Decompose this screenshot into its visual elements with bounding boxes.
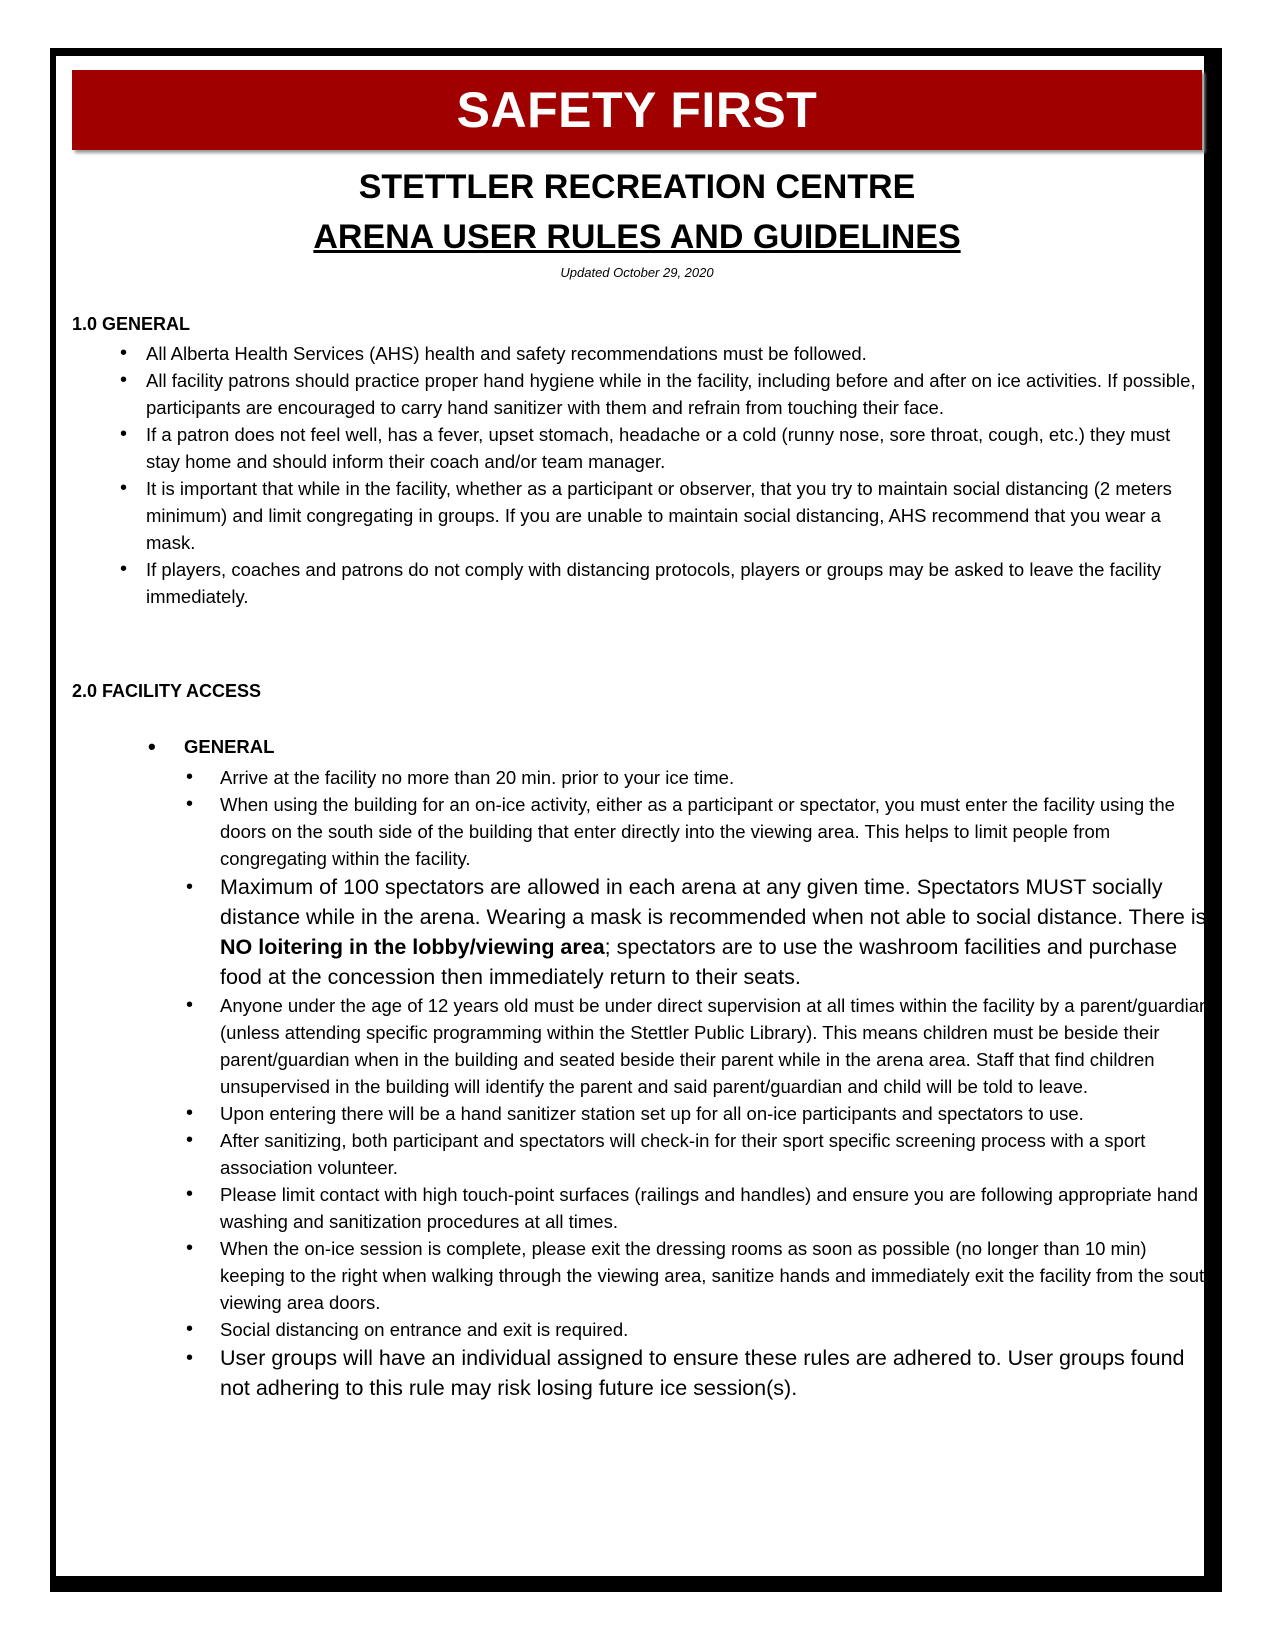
section-2-list xyxy=(186,764,1216,1403)
list-item: • Arrive at the facility no more than 20 min. prior to your ice time. xyxy=(186,764,1216,791)
list-item: • When the on-ice session is complete, please exit the dressing rooms as soon as possible (no longer than 10 min) keeping to the right when walking through the viewing area, sanitize hands and immediately exit the facility from the south viewing area doors. xyxy=(186,1235,1216,1316)
list-item: • It is important that while in the facility, whether as a participant or observer, that you try to maintain social distancing (2 meters minimum) and limit congregating in groups. If you are unable to maintain social distancing, AHS recommend that you wear a mask. xyxy=(120,475,1200,556)
updated-date: Updated October 29, 2020 xyxy=(560,265,714,280)
list-item: • Please limit contact with high touch-point surfaces (railings and handles) and ensure you are following appropriate hand washing and sanitization procedures at all times. xyxy=(186,1181,1216,1235)
spectator-rule-text-end: ; spectators are to use the washroom facilities and purchase food at the concession then immediately return to their seats. xyxy=(220,935,1178,989)
section-1-heading: 1.0 GENERAL xyxy=(72,314,191,334)
general-subheading: • GENERAL xyxy=(148,736,1208,758)
facility-name: STETTLER RECREATION CENTRE xyxy=(358,168,916,206)
list-item: • Anyone under the age of 12 years old must be under direct supervision at all times within the facility by a parent/guardian (unless attending specific programming within the Stettler Public Library). This means children must be beside their parent/guardian when in the building and seated beside their parent while in the arena area. Staff that find children unsupervised in the building will identify the parent and said parent/guardian and child will be told to leave. xyxy=(186,992,1216,1100)
no-loitering-emphasis: NO loitering in the lobby/viewing area xyxy=(220,935,605,959)
list-item: • User groups will have an individual assigned to ensure these rules are adhered to. User groups found not adhering to this rule may risk losing future ice session(s). xyxy=(186,1343,1216,1403)
list-item: • Upon entering there will be a hand sanitizer station set up for all on-ice participants and spectators to use. xyxy=(186,1100,1216,1127)
spectator-rule-text: Maximum of 100 spectators are allowed in each arena at any given time. Spectators MUST socially distance while in the arena. Wearing a mask is recommended when not able to social distance. There is xyxy=(220,875,1207,929)
safety-banner xyxy=(72,70,1202,150)
list-item: • All facility patrons should practice proper hand hygiene while in the facility, including before and after on ice activities. If possible, participants are encouraged to carry hand sanitizer with them and refrain from touching their face. xyxy=(120,367,1200,421)
general-subsection xyxy=(148,736,1208,758)
list-item: • If players, coaches and patrons do not comply with distancing protocols, players or groups may be asked to leave the facility immediately. xyxy=(120,556,1200,610)
list-item: • Social distancing on entrance and exit is required. xyxy=(186,1316,1216,1343)
section-1-list xyxy=(120,340,1200,610)
list-item-spectators xyxy=(186,872,1216,992)
list-item: • All Alberta Health Services (AHS) health and safety recommendations must be followed. xyxy=(120,340,1200,367)
list-item: • If a patron does not feel well, has a fever, upset stomach, headache or a cold (runny nose, sore throat, cough, etc.) they must stay home and should inform their coach and/or team manager. xyxy=(120,421,1200,475)
list-item: • When using the building for an on-ice activity, either as a participant or spectator, you must enter the facility using the doors on the south side of the building that enter directly into the viewing area. This helps to limit people from congregating within the facility. xyxy=(186,791,1216,872)
list-item: • After sanitizing, both participant and spectators will check-in for their sport specific screening process with a sport association volunteer. xyxy=(186,1127,1216,1181)
document-title: ARENA USER RULES AND GUIDELINES xyxy=(313,218,961,256)
section-2-heading: 2.0 FACILITY ACCESS xyxy=(72,681,262,701)
banner-title: SAFETY FIRST xyxy=(456,82,818,138)
